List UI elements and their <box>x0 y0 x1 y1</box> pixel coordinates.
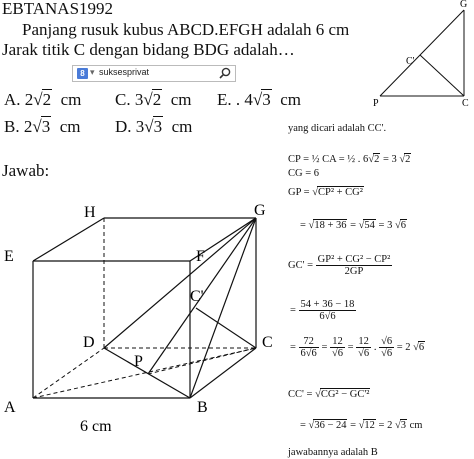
cube-label-g: G <box>254 202 266 219</box>
option-c: C. 3√2 cm <box>115 90 192 109</box>
cube-label-f: F <box>196 248 205 265</box>
option-a: A. 2√2 cm <box>4 90 82 109</box>
search-input[interactable]: suksesprivat <box>99 67 150 77</box>
chevron-down-icon[interactable]: ▾ <box>90 67 95 77</box>
cube-label-c-prime: C' <box>190 288 204 305</box>
triangle-diagram <box>370 0 474 110</box>
cube-label-e: E <box>4 248 14 265</box>
cube-edge-label: 6 cm <box>80 418 112 435</box>
solution-cg: CG = 6 <box>288 168 320 179</box>
search-box[interactable] <box>72 65 236 82</box>
cube-label-a: A <box>4 399 16 416</box>
solution-gp-value: = √18 + 36 = √54 = 3 √6 <box>300 220 406 231</box>
google-logo-icon: 8 <box>77 68 88 79</box>
solution-gp: GP = √CP² + CG² <box>288 187 363 198</box>
cube-label-p: P <box>134 353 143 370</box>
solution-gcp-value: = $\frac{54 + 36 - 18}{6√6}$ <box>290 299 355 322</box>
problem-line-2: Jarak titik C dengan bidang BDG adalah… <box>2 40 295 59</box>
triangle-label-c: C <box>462 98 469 109</box>
answer-label: Jawab: <box>2 161 50 180</box>
solution-conclusion: jawabannya adalah B <box>288 447 378 458</box>
triangle-label-p: P <box>373 98 379 109</box>
cube-label-d: D <box>83 334 95 351</box>
triangle-label-c-prime: C' <box>406 56 415 67</box>
cube-label-h: H <box>84 204 96 221</box>
cube-label-c: C <box>262 334 273 351</box>
problem-code: EBTANAS1992 <box>2 0 114 18</box>
option-d: D. 3√3 cm <box>115 117 193 136</box>
cube-label-b: B <box>197 399 208 416</box>
cube-diagram <box>0 195 280 455</box>
solution-gcp: GC' = $\frac{\text{GP² + CG² − CP²}}{2GP}$ <box>288 254 391 277</box>
solution-intro: yang dicari adalah CC'. <box>288 123 387 134</box>
solution-ccp: CC' = √CG² − GC'² <box>288 389 370 400</box>
option-b: B. 2√3 cm <box>4 117 81 136</box>
triangle-label-g: G <box>460 0 468 10</box>
solution-gcp-simplify: = $\frac{72}{6√6}$ = $\frac{12}{√6}$ = $\frac{12}{√6}$ . $\frac{√6}{√6}$ = 2 √6 <box>290 336 425 359</box>
solution-ccp-value: = √36 − 24 = √12 = 2 √3 cm <box>300 420 423 431</box>
solution-cp: CP = ½ CA = ½ . 6√2 = 3 √2 <box>288 154 411 165</box>
search-icon[interactable] <box>218 66 232 80</box>
option-e: E. . 4√3 cm <box>217 90 302 109</box>
problem-line-1: Panjang rusuk kubus ABCD.EFGH adalah 6 cm <box>22 20 350 39</box>
